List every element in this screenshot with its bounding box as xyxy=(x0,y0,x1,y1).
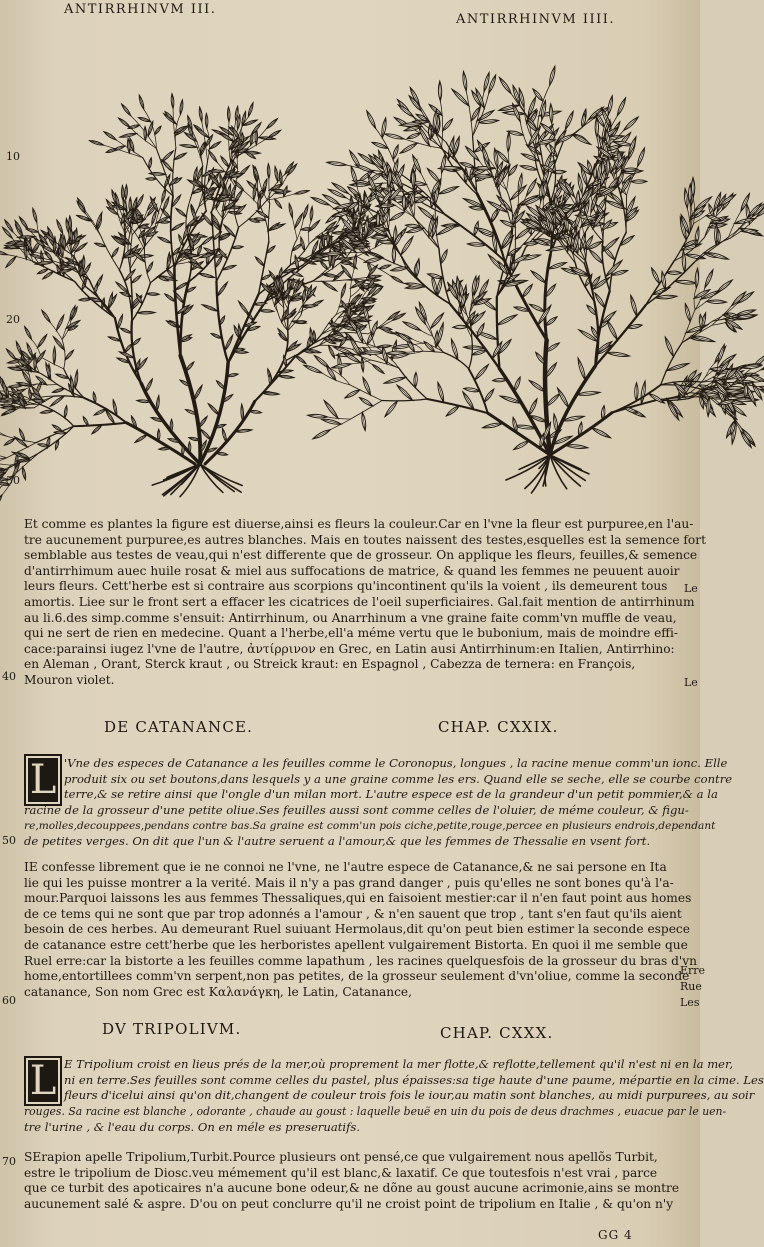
text-line: lie qui les puisse montrer a la verité. Mais il n'y a pas grand danger , puis qu'elles ne sont bones qu'à l'a- xyxy=(24,875,674,890)
text-line: fleurs d'icelui ainsi qu'on dit,changent de couleur trois fois le iour,au matin sont blanches, au midi purpurees, au soir xyxy=(64,1088,755,1103)
text-line: leurs fleurs. Cett'herbe est si contraire aus scorpions qu'incontinent qu'ils la voient , ils demeurent tous xyxy=(24,579,668,594)
description-catanance-cont xyxy=(24,803,715,850)
text-line: terre,& se retire ainsi que l'ongle d'un milan mort. L'autre espece est de la grandeur d'un petit pommier,& a la xyxy=(64,787,718,802)
text-line: de petites verges. On dit que l'un & l'autre seruent a l'amour,& que les femmes de Thessalie en vsent fort. xyxy=(24,834,651,849)
description-tripolium-cont xyxy=(24,1104,726,1135)
text-line: mour.Parquoi laissons les aus femmes Thessaliques,qui en faisoient mestier:car il n'en faut point aus homes xyxy=(24,891,692,906)
paragraph-antirrhinum xyxy=(24,517,706,689)
line-number: 50 xyxy=(2,834,16,847)
text-line: rouges. Sa racine est blanche , odorante , chaude au goust : laquelle beuë en uin du pois de deus drachmes , euacue par le uen- xyxy=(24,1105,727,1118)
text-line: semblable aus testes de veau,qui n'est differente que de grosseur. On applique les fleurs, feuilles,& semence xyxy=(24,548,698,563)
text-line: cace:parainsi iugez l'vne de l'autre, ἀντίρρινον en Grec, en Latin ausi Antirrhinum:en Italien, Antirrhino: xyxy=(24,641,675,656)
line-number: 30 xyxy=(6,474,20,487)
margin-note: Erre xyxy=(680,964,706,977)
line-number: 60 xyxy=(2,994,16,1007)
line-number: 40 xyxy=(2,670,16,683)
margin-note: Rue xyxy=(680,980,702,993)
text-line: IE confesse librement que ie ne connoi ne l'vne, ne l'autre espece de Catanance,& ne sai persone en Ita xyxy=(24,860,667,874)
text-line: besoin de ces herbes. Au demeurant Ruel suiuant Hermolaus,dit qu'on peut bien estimer la seconde espece xyxy=(24,922,690,937)
text-line: E Tripolium croist en lieus prés de la mer,où proprement la mer flotte,& reflotte,tellement qu'il n'est ni en la mer, xyxy=(64,1057,733,1071)
text-line: en Aleman , Orant, Sterck kraut , ou Streick kraut: en Espagnol , Cabezza de ternera: en François, xyxy=(24,657,636,672)
commentary-catanance xyxy=(24,860,697,1000)
text-line: produit six ou set boutons,dans lesquels y a une graine comme les ers. Quand elle se seche, elle se courbe contre xyxy=(64,771,733,786)
line-number: 10 xyxy=(6,150,20,163)
text-line: racine de la grosseur d'une petite oliue.Ses feuilles aussi sont comme celles de l'oluier, de méme couleur, & figu- xyxy=(24,803,689,817)
signature-mark: GG 4 xyxy=(598,1228,633,1242)
line-number: 20 xyxy=(6,313,20,326)
text-line: de ce tems qui ne sont que par trop adonnés a l'amour , & n'en sauent que trop , tant s'en faut qu'ils aient xyxy=(24,906,682,921)
section-heading-tripolium: DV TRIPOLIVM. xyxy=(102,1020,242,1038)
text-line: amortis. Liee sur le front sert a effacer les cicatrices de l'oeil superficiaires. Gal.fait mention de antirrhinum xyxy=(24,594,695,609)
text-line: catanance, Son nom Grec est Καλανάγκη, le Latin, Catanance, xyxy=(24,984,412,999)
text-line: 'Vne des especes de Catanance a les feuilles comme le Coronopus, longues , la racine menue comm'un ionc. Elle xyxy=(64,756,728,770)
margin-note: Les xyxy=(680,996,700,1009)
text-line: re,molles,decouppees,pendans contre bas.Sa graine est comm'un pois ciche,petite,rouge,percee en plusieurs endrois,dependant xyxy=(24,819,716,832)
text-line: Et comme es plantes la figure est diuerse,ainsi es fleurs la couleur.Car en l'vne la fleur est purpuree,en l'au- xyxy=(24,517,694,531)
description-catanance xyxy=(64,756,732,803)
text-line: tre l'urine , & l'eau du corps. On en méle es preseruatifs. xyxy=(24,1119,361,1134)
text-line: SErapion apelle Tripolium,Turbit.Pource plusieurs ont pensé,ce que vulgairement nous apellõs Turbit, xyxy=(24,1150,658,1164)
decorated-initial: L xyxy=(24,1056,62,1106)
text-line: au li.6.des simp.comme s'ensuit: Antirrhinum, ou Anarrhinum a vne graine faite comm'vn muffle de veau, xyxy=(24,610,677,625)
text-line: que ce turbit des apoticaires n'a aucune bone odeur,& ne dõne au goust aucune acrimonie,ains se montre xyxy=(24,1181,680,1196)
margin-note: Le xyxy=(684,582,698,595)
text-line: tre aucunement purpuree,es autres blanches. Mais en toutes naissent des testes,esquelles est la semence fort xyxy=(24,532,706,547)
section-heading-catanance: DE CATANANCE. xyxy=(104,718,254,736)
text-line: estre le tripolium de Diosc.veu mémement qu'il est blanc,& laxatif. Ce que toutesfois n'est vrai , parce xyxy=(24,1165,658,1180)
text-line: aucunement salé & aspre. D'ou on peut conclurre qu'il ne croist point de tripolium en Italie , & qu'on n'y xyxy=(24,1196,674,1211)
plate-title-right: ANTIRRHINVM IIII. xyxy=(456,12,615,27)
plate-title-left: ANTIRRHINVM III. xyxy=(64,2,217,17)
text-line: Ruel erre:car la bistorte a les feuilles comme lapathum , les racines quelquesfois de la grosseur du bras d'vn xyxy=(24,953,697,968)
description-tripolium xyxy=(64,1057,764,1104)
decorated-initial: L xyxy=(24,754,62,806)
commentary-tripolium xyxy=(24,1150,679,1212)
chapter-number-cxxix: CHAP. CXXIX. xyxy=(438,718,559,736)
antirrhinum-iiii-woodcut xyxy=(410,50,690,515)
margin-note: Le xyxy=(684,676,698,689)
text-line: qui ne sert de rien en medecine. Quant a l'herbe,ell'a méme vertu que le bubonium, mais de moindre effi- xyxy=(24,626,678,641)
text-line: Mouron violet. xyxy=(24,672,115,687)
text-line: de catanance estre cett'herbe que les herboristes apellent vulgairement Bistorta. En quoi il me semble que xyxy=(24,937,688,952)
antirrhinum-iii-woodcut xyxy=(20,24,305,506)
text-line: home,entortillees comm'vn serpent,non pas petites, de la grosseur seulement d'vn'oliue, comme la seconde xyxy=(24,969,690,984)
line-number: 70 xyxy=(2,1155,16,1168)
text-line: ni en terre.Ses feuilles sont comme celles du pastel, plus épaisses:sa tige haute d'une paume, mépartie en la cime. Les xyxy=(64,1072,764,1087)
chapter-number-cxxx: CHAP. CXXX. xyxy=(440,1024,554,1042)
text-line: d'antirrhimum auec huile rosat & miel aus suffocations de matrice, & quand les femmes ne peuuent auoir xyxy=(24,563,680,578)
